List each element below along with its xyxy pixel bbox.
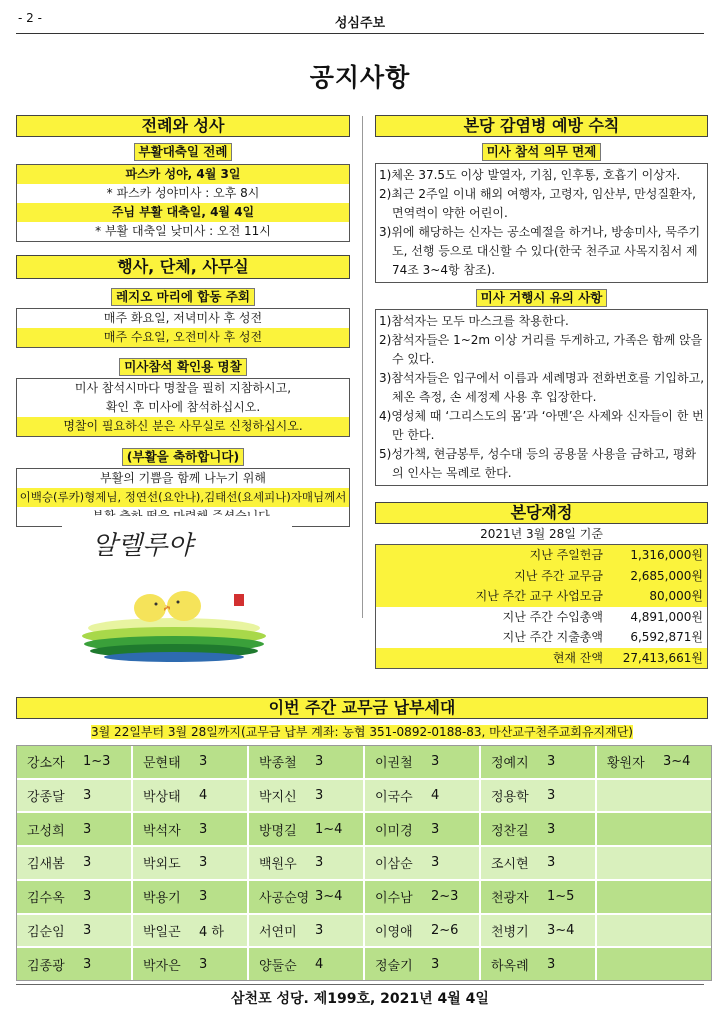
- contributor-months: 3: [83, 788, 92, 804]
- contributor-cell: [133, 813, 247, 845]
- contributor-cell: [249, 813, 363, 845]
- contributor-name: 천광자: [491, 891, 529, 907]
- contributor-name: 박지신: [259, 790, 297, 806]
- contributor-cell: [249, 881, 363, 913]
- finance-value: 1,316,000원: [630, 548, 703, 562]
- contributor-cell: [597, 780, 711, 812]
- contributor-months: 4: [315, 956, 324, 972]
- contributor-cell: [365, 780, 479, 812]
- finance-row: [376, 607, 707, 628]
- chick-eye: [177, 601, 180, 604]
- seal-stamp: [234, 594, 244, 606]
- contributor-cell: [249, 915, 363, 947]
- contributor-months: 3: [547, 754, 556, 770]
- caution-item: 3)참석자들은 입구에서 이름과 세례명과 전화번호를 기입하고, 체온 측정, 손 세정제 사용 후 입장한다.: [379, 371, 705, 404]
- contributor-cell: [597, 915, 711, 947]
- contributor-months: 1~3: [83, 754, 111, 770]
- contributor-cell: [133, 780, 247, 812]
- finance-label: 현재 잔액: [552, 650, 603, 665]
- finance-value: 4,891,000원: [630, 609, 703, 624]
- contributors-grid: [16, 745, 712, 981]
- contributor-name: 강소자: [27, 756, 65, 772]
- contributor-cell: [17, 746, 131, 778]
- contributor-name: 고성희: [27, 823, 65, 839]
- contributor-cell: [249, 847, 363, 879]
- nametag-box: [16, 378, 350, 437]
- contributor-months: 3: [83, 821, 92, 837]
- exempt-item: 2)최근 2주일 이내 해외 여행자, 고령자, 임산부, 만성질환자, 면역력이 약한 어린이.: [379, 187, 696, 220]
- contributor-months: 3: [315, 788, 324, 804]
- contributor-months: 3: [199, 855, 208, 871]
- contributor-name: 양둘순: [259, 958, 297, 974]
- contributor-name: 백원우: [259, 857, 297, 873]
- contributor-cell: [597, 813, 711, 845]
- contributor-name: 김수옥: [27, 891, 65, 907]
- finance-heading: 본당재정: [375, 502, 708, 524]
- contributor-months: 1~4: [315, 821, 343, 837]
- contributor-cell: [133, 915, 247, 947]
- contributor-cell: [249, 780, 363, 812]
- contributor-name: 이미경: [375, 823, 413, 839]
- contributors-heading: 이번 주간 교무금 납부세대: [16, 697, 708, 719]
- contributor-name: 박외도: [143, 857, 181, 873]
- page-header: [16, 8, 704, 34]
- contributor-months: 3: [547, 788, 556, 804]
- finance-row: [376, 545, 707, 566]
- contributor-name: 이영애: [375, 924, 413, 940]
- contributor-months: 3: [547, 821, 556, 837]
- contributor-cell: [365, 847, 479, 879]
- finance-value: 27,413,661원: [622, 650, 703, 665]
- column-divider: [362, 116, 363, 618]
- contributor-months: 3: [431, 754, 440, 770]
- contributor-cell: [17, 948, 131, 980]
- caution-item: 2)참석자들은 1~2m 이상 거리를 두게하고, 가족은 함께 앉을 수 있다.: [379, 333, 703, 366]
- contributor-months: 3: [315, 922, 324, 938]
- contributor-name: 강종달: [27, 790, 65, 806]
- contributor-months: 3~4: [315, 889, 343, 905]
- contributor-name: 김순임: [27, 924, 65, 940]
- contributor-name: 문현태: [143, 756, 181, 772]
- page-number: - 2 -: [18, 11, 42, 25]
- contributor-name: 이국수: [375, 790, 413, 806]
- contributor-months: 3: [431, 821, 440, 837]
- easter-liturgy-subheading: 부활대축일 전례: [16, 141, 350, 161]
- finance-value: 80,000원: [649, 589, 703, 603]
- finance-label: 지난 주일헌금: [529, 548, 603, 562]
- contributors-period: 3월 22일부터 3월 28일까지(교무금 납부 계좌: 농협 351-0892-0188-83, 마산교구천주교회유지재단): [91, 725, 633, 739]
- contributor-name: 정찬길: [491, 823, 529, 839]
- contributor-cell: [481, 847, 595, 879]
- finance-row: [376, 566, 707, 587]
- contributor-name: 박용기: [143, 891, 181, 907]
- contributor-cell: [249, 948, 363, 980]
- contributor-cell: [133, 746, 247, 778]
- finance-date: 2021년 3월 28일 기준: [480, 527, 603, 541]
- contributor-name: 서연미: [259, 924, 297, 940]
- contributor-months: 3: [199, 889, 208, 905]
- contributor-cell: [17, 813, 131, 845]
- contributor-name: 박종철: [259, 756, 297, 772]
- legio-subheading: 레지오 마리에 합동 주회: [16, 286, 350, 306]
- finance-row: [376, 627, 707, 648]
- exempt-item: 3)위에 해당하는 신자는 공소예절을 하거나, 방송미사, 묵주기도, 선행 등으로 대신할 수 있다(한국 천주교 사목지침서 제74조 3~4항 참조).: [379, 225, 701, 277]
- liturgy-line: 주님 부활 대축일, 4월 4일: [17, 203, 349, 222]
- caution-item: 4)영성체 때 ‘그리스도의 몸’과 ‘아멘’은 사제와 신자들이 한 번만 한다.: [379, 409, 704, 442]
- easter-greeting-line: 이백승(루카)형제님, 정연선(요안나),김태선(요세피나)자매님께서: [17, 488, 349, 507]
- contributor-months: 3: [547, 956, 556, 972]
- contributor-name: 방명길: [259, 823, 297, 839]
- contributor-name: 이삼순: [375, 857, 413, 873]
- illustration-caption: 알렐루야: [92, 531, 193, 561]
- contributor-cell: [365, 746, 479, 778]
- contributor-months: 3: [83, 956, 92, 972]
- contributor-cell: [365, 915, 479, 947]
- contributor-cell: [481, 780, 595, 812]
- contributor-months: 3: [199, 821, 208, 837]
- finance-value: 6,592,871원: [630, 630, 703, 644]
- liturgy-heading: 전례와 성사: [16, 115, 350, 137]
- contributor-cell: [597, 881, 711, 913]
- chick-eye: [155, 603, 158, 606]
- contributor-months: 2~6: [431, 922, 459, 938]
- contributor-cell: [249, 746, 363, 778]
- page-footer: 삼천포 성당. 제199호, 2021년 4월 4일: [231, 991, 489, 1007]
- exempt-box: [375, 163, 708, 283]
- contributor-cell: [133, 881, 247, 913]
- contributor-cell: [17, 881, 131, 913]
- finance-label: 지난 주간 지출총액: [502, 630, 603, 644]
- finance-label: 지난 주간 수입총액: [502, 609, 603, 624]
- contributor-name: 김새봄: [27, 857, 65, 873]
- contributor-months: 3~4: [663, 754, 691, 770]
- liturgy-line: * 부활 대축일 낮미사 : 오전 11시: [95, 224, 271, 238]
- finance-label: 지난 주간 교무금: [514, 568, 603, 583]
- contributor-cell: [17, 915, 131, 947]
- contributor-cell: [133, 948, 247, 980]
- publication-name: 성심주보: [334, 16, 386, 31]
- contributor-name: 사공순영: [259, 891, 310, 907]
- contributor-months: 4 하: [199, 924, 224, 940]
- contributor-name: 정예지: [491, 756, 529, 772]
- chick-left: [134, 594, 166, 622]
- caution-subheading: 미사 거행시 유의 사항: [375, 287, 708, 307]
- contributor-months: 2~3: [431, 889, 459, 905]
- contributor-months: 3~4: [547, 922, 575, 938]
- finance-table: [375, 544, 708, 669]
- contributor-cell: [481, 948, 595, 980]
- contributor-cell: [597, 847, 711, 879]
- nametag-line: 미사 참석시마다 명찰을 필히 지참하시고,: [74, 381, 292, 395]
- legio-box: [16, 308, 350, 348]
- caution-item: 5)성가책, 현금봉투, 성수대 등의 공용물 사용을 금하고, 평화의 인사는 목례로 한다.: [379, 447, 697, 480]
- exempt-item: 1)체온 37.5도 이상 발열자, 기침, 인후통, 호흡기 이상자.: [379, 168, 681, 182]
- contributor-name: 하옥례: [491, 958, 529, 974]
- finance-label: 지난 주간 교구 사업모금: [475, 589, 603, 603]
- contributor-name: 박상태: [143, 790, 181, 806]
- grass-band: [104, 652, 244, 662]
- contributor-cell: [597, 746, 711, 778]
- contributor-name: 박자은: [143, 958, 181, 974]
- contributor-cell: [481, 881, 595, 913]
- legio-line: 매주 수요일, 오전미사 후 성전: [17, 328, 349, 347]
- contributor-name: 이권철: [375, 756, 413, 772]
- finance-row: [376, 586, 707, 607]
- exempt-subheading: 미사 참석 의무 면제: [375, 141, 708, 161]
- contributor-months: 3: [199, 754, 208, 770]
- contributor-months: 3: [83, 922, 92, 938]
- finance-row: [376, 648, 707, 669]
- contributor-months: 3: [315, 855, 324, 871]
- contributor-months: 3: [83, 855, 92, 871]
- page-title: 공지사항: [309, 63, 411, 92]
- contributor-cell: [133, 847, 247, 879]
- contributor-cell: [365, 813, 479, 845]
- contributor-name: 이수남: [375, 891, 413, 907]
- contributor-cell: [365, 948, 479, 980]
- contributor-name: 조시현: [491, 857, 529, 873]
- nametag-line: 확인 후 미사에 참석하십시오.: [105, 400, 261, 414]
- contributor-cell: [365, 881, 479, 913]
- contributor-months: 3: [83, 889, 92, 905]
- contributor-months: 3: [199, 956, 208, 972]
- contributor-name: 황원자: [607, 756, 645, 772]
- easter-chicks-illustration: [62, 516, 292, 666]
- liturgy-box: [16, 164, 350, 242]
- illustration-svg: [62, 516, 292, 666]
- liturgy-line: * 파스카 성야미사 : 오후 8시: [106, 186, 260, 200]
- contributor-months: 1~5: [547, 889, 575, 905]
- legio-line: 매주 화요일, 저녁미사 후 성전: [103, 311, 263, 325]
- contributor-name: 김종광: [27, 958, 65, 974]
- contributor-name: 천병기: [491, 924, 529, 940]
- contributor-months: 4: [199, 788, 208, 804]
- left-column: [16, 115, 350, 527]
- contributor-name: 정용학: [491, 790, 529, 806]
- finance-value: 2,685,000원: [630, 568, 703, 583]
- nametag-subheading: 미사참석 확인용 명찰: [16, 356, 350, 376]
- contributor-months: 3: [315, 754, 324, 770]
- contributor-cell: [481, 746, 595, 778]
- contributor-cell: [597, 948, 711, 980]
- caution-box: [375, 309, 708, 486]
- contributor-cell: [481, 813, 595, 845]
- chick-right: [167, 591, 201, 621]
- contributor-name: 박일곤: [143, 924, 181, 940]
- contributor-months: 3: [431, 855, 440, 871]
- contributor-months: 4: [431, 788, 440, 804]
- nametag-line: 명찰이 필요하신 분은 사무실로 신청하십시오.: [17, 417, 349, 436]
- right-column: [375, 115, 708, 669]
- prevention-heading: 본당 감염병 예방 수칙: [375, 115, 708, 137]
- events-heading: 행사, 단체, 사무실: [16, 255, 350, 279]
- caution-item: 1)참석자는 모두 마스크를 착용한다.: [379, 314, 569, 328]
- contributor-name: 정술기: [375, 958, 413, 974]
- liturgy-line: 파스카 성야, 4월 3일: [17, 165, 349, 184]
- contributor-cell: [17, 847, 131, 879]
- easter-greeting-subheading: (부활을 축하합니다): [16, 446, 350, 466]
- contributor-cell: [481, 915, 595, 947]
- footer-rule: [16, 984, 704, 985]
- easter-greeting-line: 부활의 기쁨을 함께 나누기 위해: [100, 471, 266, 485]
- contributor-cell: [17, 780, 131, 812]
- contributor-name: 박석자: [143, 823, 181, 839]
- contributor-months: 3: [547, 855, 556, 871]
- contributor-months: 3: [431, 956, 440, 972]
